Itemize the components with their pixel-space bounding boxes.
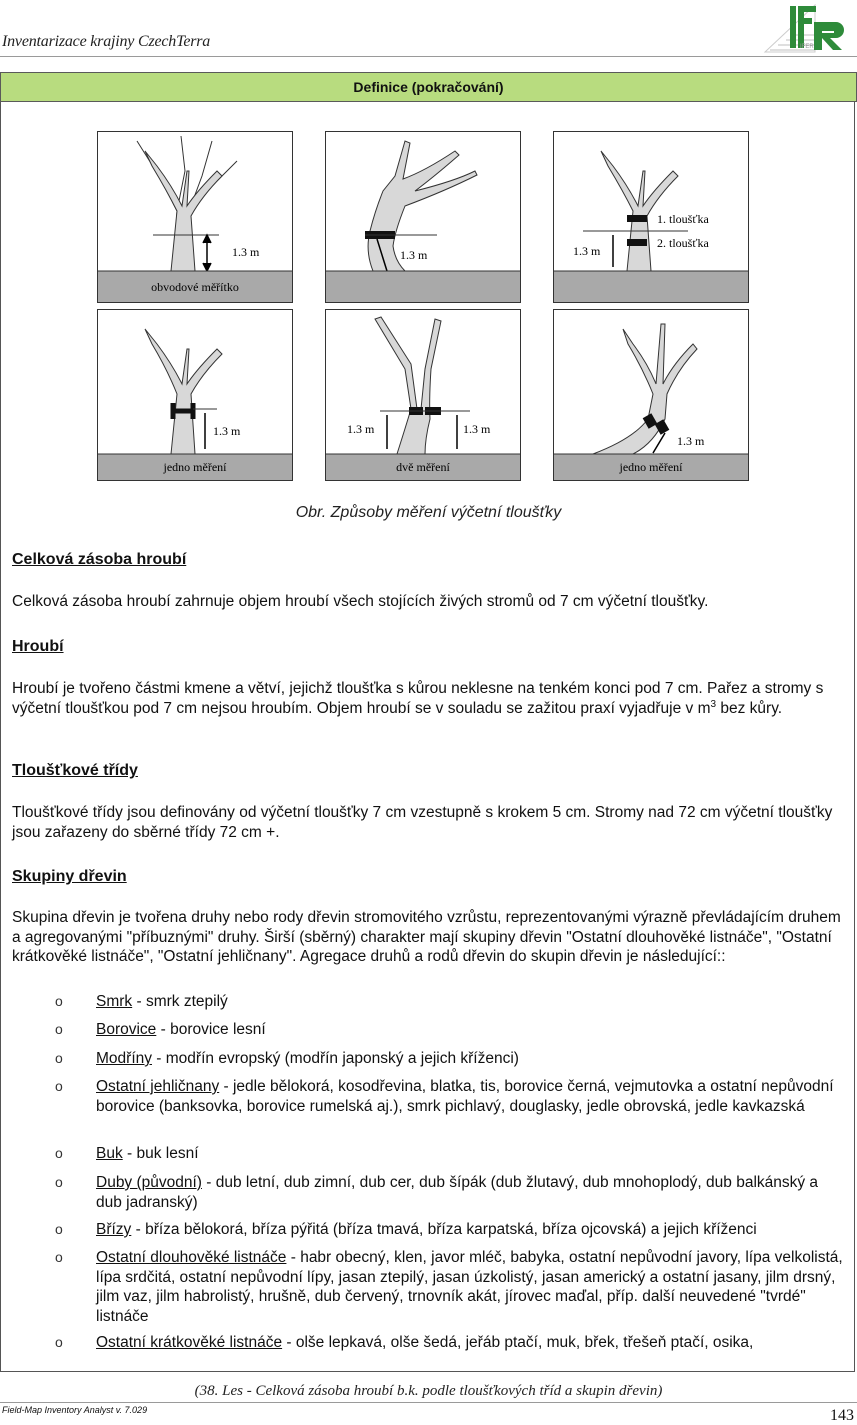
term: Buk	[96, 1145, 123, 1162]
svg-text:1.3 m: 1.3 m	[573, 244, 601, 258]
definition-title: Definice (pokračování)	[353, 79, 504, 95]
term: Břízy	[96, 1221, 132, 1238]
bullet-icon: o	[55, 1174, 63, 1190]
term: Modříny	[96, 1050, 152, 1067]
svg-text:1.3 m: 1.3 m	[400, 248, 428, 262]
term: Ostatní jehličnany	[96, 1078, 220, 1095]
svg-text:2. tloušťka: 2. tloušťka	[657, 236, 709, 250]
svg-text:1. tloušťka: 1. tloušťka	[657, 212, 709, 226]
section-title-tloustkove-tridy: Tloušťkové třídy	[12, 762, 138, 779]
document-title: Inventarizace krajiny CzechTerra	[2, 33, 211, 50]
bullet-icon: o	[55, 1021, 63, 1037]
tree-diagram-icon	[97, 131, 293, 303]
svg-text:1.3 m: 1.3 m	[677, 434, 705, 448]
figure-curved-base	[553, 309, 749, 481]
figure-leaning-tree	[325, 131, 521, 303]
term: Smrk	[96, 993, 133, 1010]
term: Duby (původní)	[96, 1174, 202, 1191]
figure-two-measurements	[325, 309, 521, 481]
section-title-celkova-zasoba: Celková zásoba hroubí	[12, 551, 187, 568]
paragraph-skupiny-drevin: Skupina dřevin je tvořena druhy nebo rody dřevin stromovitého vzrůstu, reprezentovanými výrazně převládajícím druhem a agregovanými "příbuznými" druhy. Širší (sběrný) charakter mají skupiny dřevin "Ostatní dlouhověké listnáče", "Ostatní krátkověké listnáče", "Ostatní jehličnany". Agregace druhů a rodů dřevin do skupin dřevin je následující::	[12, 909, 841, 965]
term: Ostatní dlouhověké listnáče	[96, 1249, 287, 1266]
page-number: 143	[830, 1407, 854, 1424]
svg-text:1.3 m: 1.3 m	[232, 245, 260, 259]
svg-text:1.3 m: 1.3 m	[463, 422, 491, 436]
paragraph-tloustkove-tridy: Tloušťkové třídy jsou definovány od výčetní tloušťky 7 cm vzestupně s krokem 5 cm. Stromy nad 72 cm výčetní tloušťky jsou zařazeny do sběrné třídy 72 cm +.	[12, 804, 833, 841]
ifer-logo-icon	[760, 2, 855, 54]
paragraph-hroubi: Hroubí je tvořeno částmi kmene a větví, jejichž tloušťka s kůrou neklesne na tenkém konci pod 7 cm. Pařez a stromy s výčetní tloušťkou pod 7 cm nejsou hroubím. Objem hroubí se v souladu se zažitou praxí vyjadřuje v $m^3$ bez kůry.	[12, 680, 824, 717]
section-title-hroubi: Hroubí	[12, 638, 64, 655]
software-version: Field-Map Inventory Analyst v. 7.029	[2, 1405, 148, 1415]
section-title-skupiny-drevin: Skupiny dřevin	[12, 868, 127, 885]
figure-caption: Obr. Způsoby měření výčetní tloušťky	[295, 504, 562, 521]
svg-text:1.3 m: 1.3 m	[347, 422, 375, 436]
header-divider	[0, 56, 857, 57]
paragraph-celkova-zasoba: Celková zásoba hroubí zahrnuje objem hroubí všech stojících živých stromů od 7 cm výčetní tloušťky.	[12, 593, 709, 610]
svg-text:jedno měření: jedno měření	[619, 460, 683, 474]
svg-text:obvodové měřítko: obvodové měřítko	[151, 280, 239, 294]
term: Ostatní krátkověké listnáče	[96, 1334, 283, 1351]
bullet-icon: o	[55, 1249, 63, 1265]
bullet-icon: o	[55, 1221, 63, 1237]
definition-bar	[0, 72, 857, 102]
term: Borovice	[96, 1021, 157, 1038]
svg-text:1.3 m: 1.3 m	[213, 424, 241, 438]
footer-divider	[0, 1402, 857, 1403]
svg-text:dvě měření: dvě měření	[396, 460, 450, 474]
svg-text:IFER: IFER	[800, 44, 814, 50]
bullet-icon: o	[55, 1334, 63, 1350]
figure-caliper-girth-tape	[97, 131, 293, 303]
bullet-icon: o	[55, 1145, 63, 1161]
svg-text:jedno měření: jedno měření	[163, 460, 227, 474]
bullet-icon: o	[55, 1078, 63, 1094]
footer-caption: (38. Les - Celková zásoba hroubí b.k. podle tloušťkových tříd a skupin dřevin)	[194, 1383, 663, 1399]
bullet-icon: o	[55, 993, 63, 1009]
bullet-icon: o	[55, 1050, 63, 1066]
figure-two-diameters	[553, 131, 749, 303]
figure-single-measurement	[97, 309, 293, 481]
